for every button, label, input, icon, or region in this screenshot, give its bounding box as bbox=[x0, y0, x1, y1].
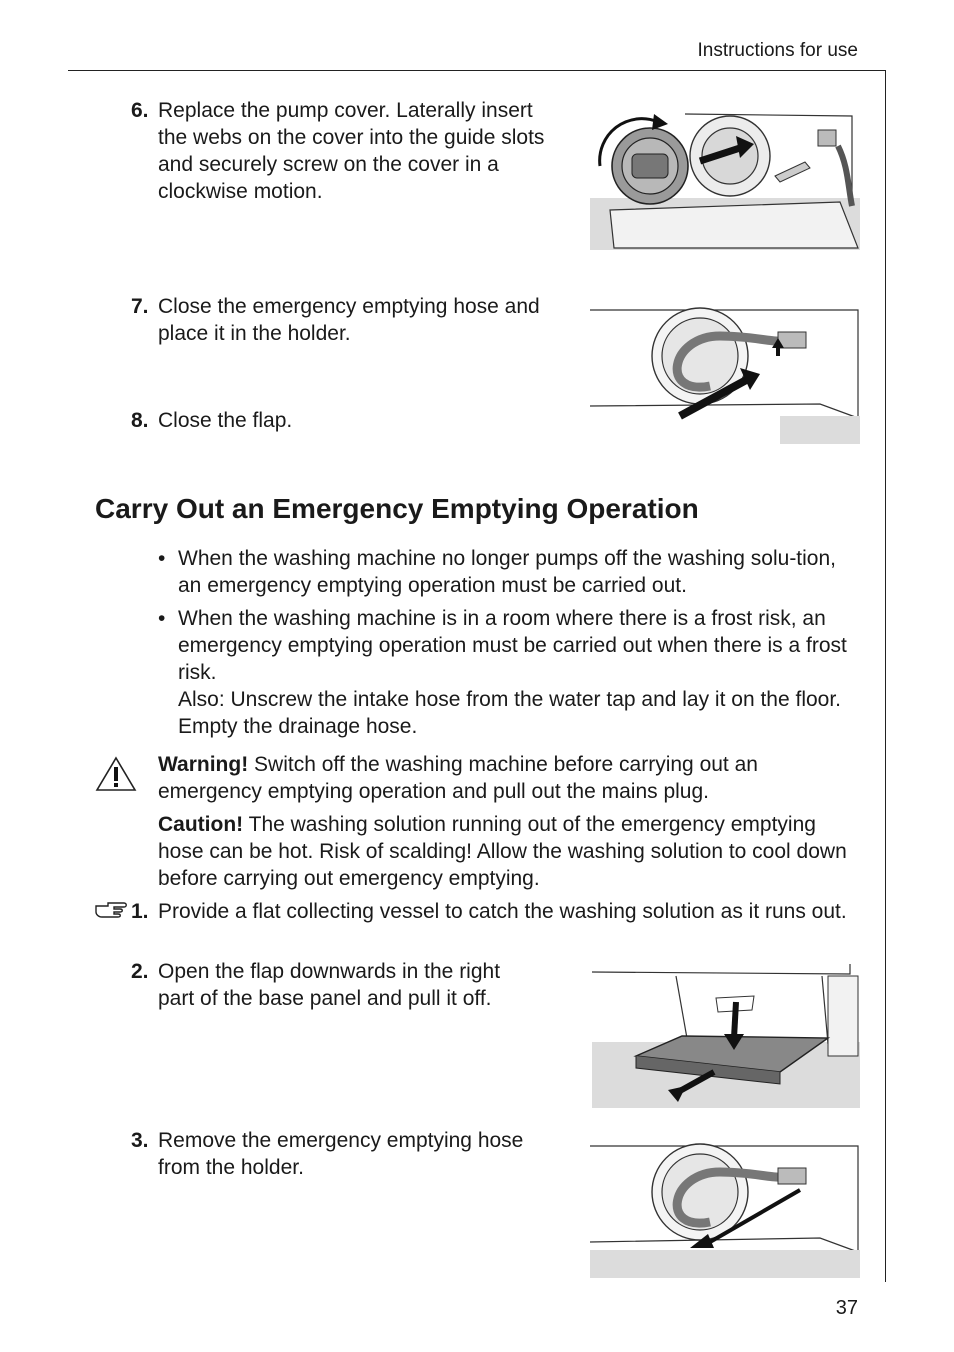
caution-paragraph bbox=[158, 811, 858, 892]
caution-text: The washing solution running out of the emergency emptying hose can be hot. Risk of scalding! Allow the washing solution to cool down before carrying out emergency emptying. bbox=[158, 813, 847, 890]
step-8 bbox=[131, 407, 538, 434]
hose-holder-illustration bbox=[590, 306, 860, 444]
warning-paragraph bbox=[158, 751, 858, 805]
pump-cover-illustration bbox=[590, 106, 860, 250]
step-number: 7. bbox=[131, 295, 149, 318]
step-number: 8. bbox=[131, 409, 149, 432]
bullet-marker: • bbox=[158, 547, 166, 570]
bullet-text: When the washing machine is in a room where there is a frost risk, an emergency emptying operation must be carried out when there is a frost risk. bbox=[178, 607, 847, 684]
remove-hose-illustration bbox=[590, 1138, 860, 1278]
bullet-item bbox=[158, 545, 858, 599]
step-text: Close the emergency emptying hose and place it in the holder. bbox=[158, 295, 540, 345]
step-6 bbox=[131, 97, 550, 205]
step-number: 6. bbox=[131, 99, 149, 122]
bullet-item bbox=[158, 605, 858, 740]
step-number: 2. bbox=[131, 960, 149, 983]
step-7 bbox=[131, 293, 553, 347]
step-text: Close the flap. bbox=[158, 409, 293, 432]
right-margin-rule bbox=[885, 70, 886, 1282]
warning-triangle-icon bbox=[95, 756, 137, 792]
step-text: Open the flap downwards in the right part of the base panel and pull it off. bbox=[158, 960, 501, 1010]
header-rule bbox=[68, 70, 886, 71]
pointing-hand-icon bbox=[94, 900, 128, 920]
bullet-text: When the washing machine no longer pumps off the washing solu-tion, an emergency emptying operation must be carried out. bbox=[178, 547, 837, 597]
running-header: Instructions for use bbox=[697, 40, 858, 61]
caution-label: Caution! bbox=[158, 813, 244, 836]
step-1 bbox=[131, 898, 858, 925]
flap-illustration bbox=[592, 964, 860, 1108]
section-heading: Carry Out an Emergency Emptying Operation bbox=[95, 493, 699, 524]
step-text: Remove the emergency emptying hose from the holder. bbox=[158, 1129, 524, 1179]
step-3 bbox=[131, 1127, 548, 1181]
warning-label: Warning! bbox=[158, 753, 249, 776]
step-text: Provide a flat collecting vessel to catch the washing solution as it runs out. bbox=[158, 900, 847, 923]
page-number: 37 bbox=[835, 1297, 858, 1319]
step-text: Replace the pump cover. Laterally insert the webs on the cover into the guide slots and securely screw on the cover in a clockwise motion. bbox=[158, 99, 545, 203]
also-text: Also: Unscrew the intake hose from the water tap and lay it on the floor. Empty the drainage hose. bbox=[178, 688, 842, 738]
step-number: 3. bbox=[131, 1129, 149, 1152]
step-2 bbox=[131, 958, 538, 1012]
step-number: 1. bbox=[131, 900, 149, 923]
bullet-marker: • bbox=[158, 607, 166, 630]
warning-text: Switch off the washing machine before carrying out an emergency emptying operation and pull out the mains plug. bbox=[158, 753, 758, 803]
